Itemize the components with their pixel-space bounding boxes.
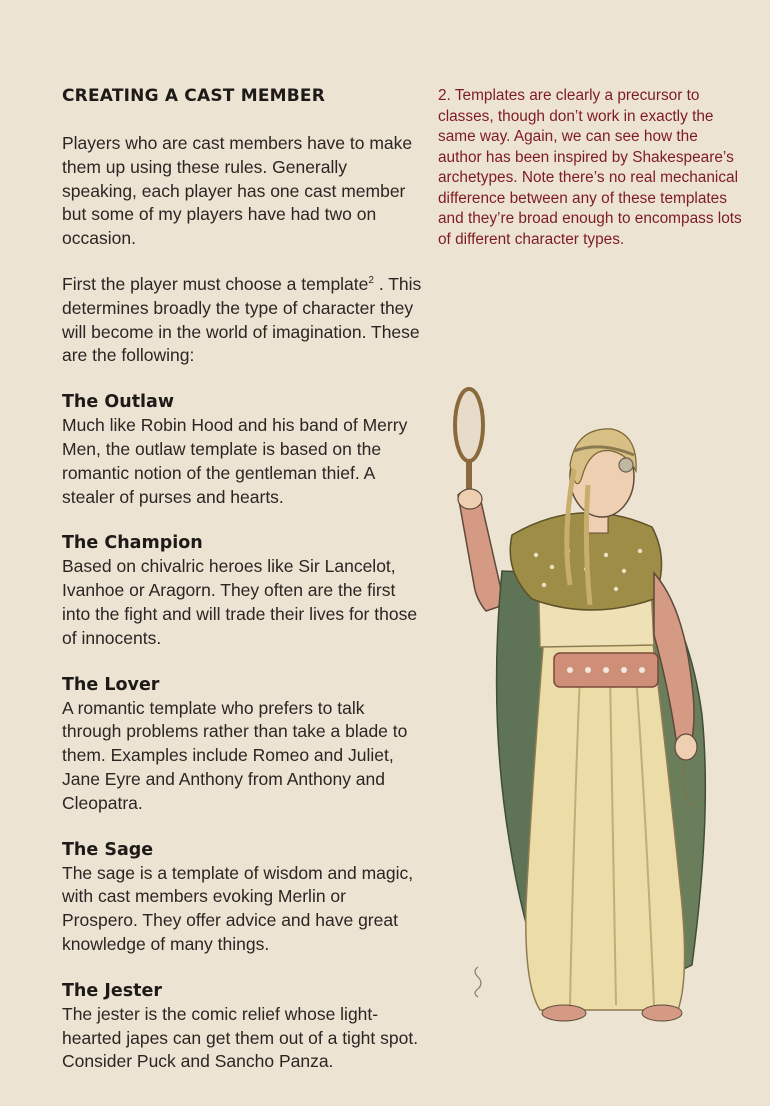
- template-title: The Jester: [62, 980, 163, 1001]
- template-title: The Sage: [62, 839, 154, 860]
- woman-with-hand-mirror-illustration: [440, 385, 760, 1025]
- template-title: The Lover: [62, 674, 160, 695]
- template-outlaw: [62, 390, 424, 509]
- template-intro-text-end: . This determines broadly the type of character they will become in the world of imagination. These are the following:: [62, 273, 422, 366]
- sidebar-footnote: 2. Templates are clearly a precursor to classes, though don’t work in exactly the same way. Again, we can see how the author has been inspired by Shakespeare’s archetypes. Note there’s no real mechanical difference between any of these templates and they’re broad enough to encompass lots of different character types.: [438, 87, 742, 248]
- template-description: The sage is a template of wisdom and magic, with cast members evoking Merlin or Prospero. They offer advice and have great knowledge of many things.: [62, 862, 414, 954]
- template-jester: [62, 979, 424, 1074]
- template-lover: [62, 673, 424, 816]
- main-column: [62, 86, 424, 1096]
- mirror-icon: [455, 389, 483, 461]
- intro-paragraph: Players who are cast members have to make them up using these rules. Generally speaking, each player has one cast member but some of my players have had two on occasion.: [62, 133, 413, 249]
- template-description: The jester is the comic relief whose light-hearted japes can get them out of a tight spot. Consider Puck and Sancho Panza.: [62, 1003, 419, 1072]
- footnote-reference: 2: [368, 275, 374, 287]
- template-intro-text-start: First the player must choose a template: [62, 273, 369, 294]
- template-description: Based on chivalric heroes like Sir Lancelot, Ivanhoe or Aragorn. They often are the first into the fight and will trade their lives for those of innocents.: [62, 556, 418, 648]
- template-title: The Outlaw: [62, 392, 175, 413]
- template-title: The Champion: [62, 533, 203, 554]
- template-sage: [62, 838, 424, 957]
- template-intro-paragraph: [62, 273, 424, 368]
- template-champion: [62, 531, 424, 650]
- page-heading: CREATING A CAST MEMBER: [62, 86, 326, 106]
- artist-monogram-icon: [475, 967, 481, 997]
- template-description: Much like Robin Hood and his band of Merry Men, the outlaw template is based on the romantic notion of the gentleman thief. A stealer of purses and hearts.: [62, 415, 408, 507]
- template-description: A romantic template who prefers to talk through problems rather than take a blade to them. Examples include Romeo and Juliet, Jane Eyre and Anthony from Anthony and Cleopatra.: [62, 697, 408, 813]
